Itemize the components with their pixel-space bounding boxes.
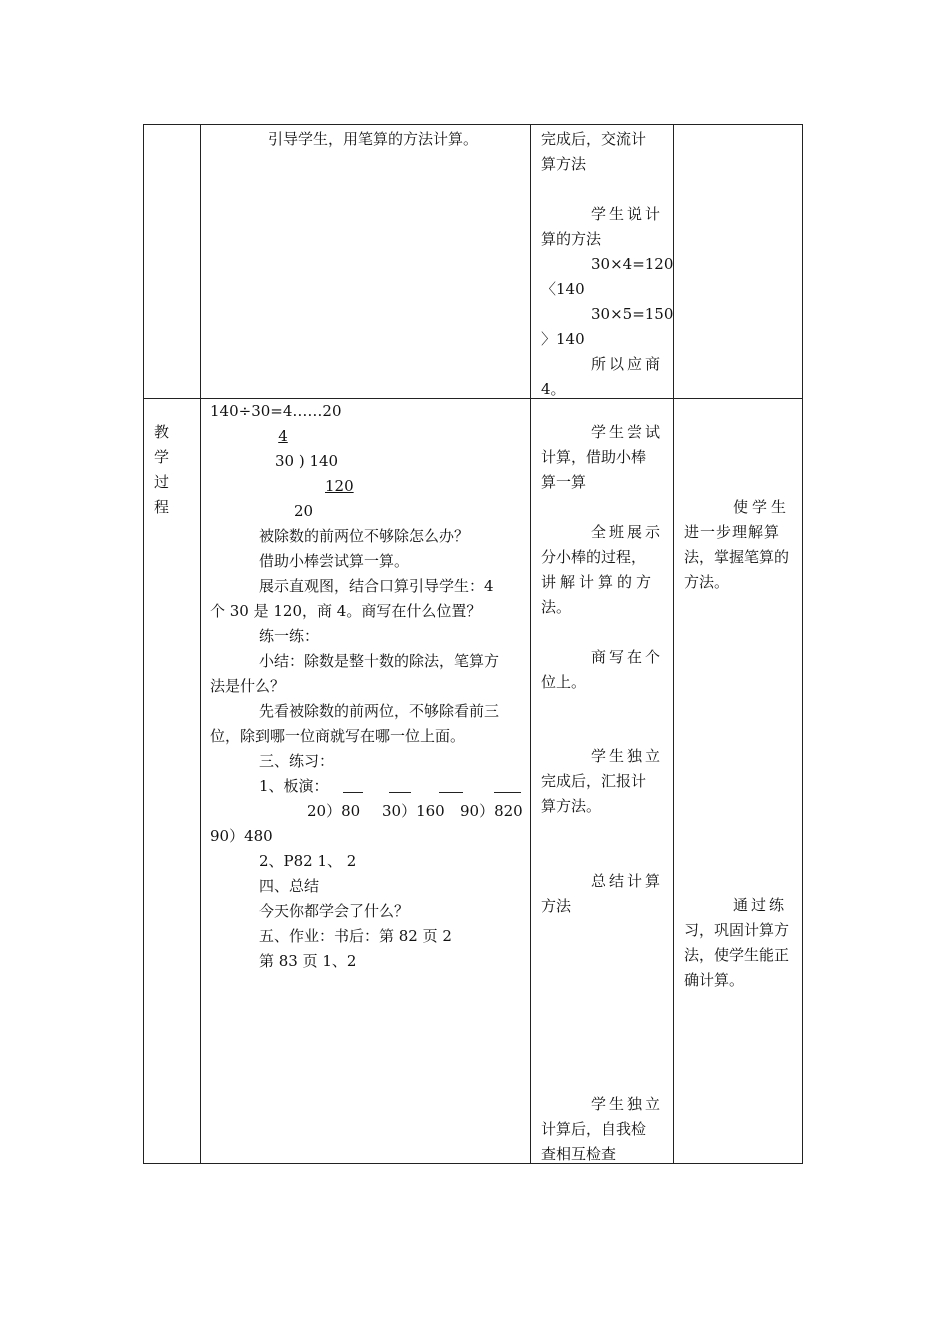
section-label-char: 过 xyxy=(154,473,170,491)
student-text: 算一算 xyxy=(541,473,587,491)
student-text: 方法 xyxy=(541,897,572,915)
purpose-text: 习，巩固计算方 xyxy=(684,921,790,939)
equation: 140÷30=4……20 xyxy=(210,402,342,420)
process-text: 今天你都学会了什么？ xyxy=(259,902,410,920)
student-text: 查相互检查 xyxy=(541,1145,617,1163)
teaching-process-cell xyxy=(201,125,531,399)
student-activity-cell xyxy=(531,125,674,399)
student-text: 位上。 xyxy=(541,673,587,691)
process-text: 先看被除数的前两位，不够除看前三 xyxy=(259,702,500,720)
process-text: 被除数的前两位不够除怎么办？ xyxy=(259,527,470,545)
division-bar xyxy=(343,778,363,793)
purpose-text: 使学生 xyxy=(733,498,791,516)
process-text: 2、P82 1、 2 xyxy=(259,852,357,870)
purpose-text: 确计算。 xyxy=(684,971,745,989)
purpose-cell xyxy=(674,125,803,399)
section-label-cell xyxy=(144,399,201,1164)
student-text: 算方法 xyxy=(541,155,587,173)
student-text: 分小棒的过程， xyxy=(541,548,647,566)
division-bar xyxy=(389,778,411,793)
student-text: 学生说计 xyxy=(591,205,664,223)
teaching-process-cell xyxy=(201,399,531,1164)
purpose-text: 进一步理解算 xyxy=(684,523,781,541)
student-text: 计算后，自我检 xyxy=(541,1120,647,1138)
practice-problem: 90）480 xyxy=(210,827,273,845)
practice-problem: 30）160 xyxy=(382,802,445,820)
section-label-char: 程 xyxy=(154,498,170,516)
student-text: 完成后，汇报计 xyxy=(541,772,647,790)
student-text: 法。 xyxy=(541,598,572,616)
purpose-text: 通过练 xyxy=(733,896,788,914)
student-text: 30×5=150 xyxy=(591,305,674,323)
student-text: 完成后，交流计 xyxy=(541,130,647,148)
student-text: 〉140 xyxy=(541,330,585,348)
student-text: 30×4=120 xyxy=(591,255,674,273)
process-text: 第 83 页 1、2 xyxy=(259,952,357,970)
process-text: 五、作业：书后：第 82 页 2 xyxy=(259,927,452,945)
table-row xyxy=(144,399,803,1164)
student-text: 商写在个 xyxy=(591,648,664,666)
process-text: 法是什么？ xyxy=(210,677,286,695)
section-label-char: 学 xyxy=(154,448,170,466)
section-label-cell xyxy=(144,125,201,399)
process-text: 三、练习： xyxy=(259,752,335,770)
student-text: 所以应商 xyxy=(591,355,664,373)
practice-problem: 20）80 xyxy=(307,802,361,820)
student-text: 算方法。 xyxy=(541,797,602,815)
student-text: 计算，借助小棒 xyxy=(541,448,647,466)
purpose-text: 方法。 xyxy=(684,573,730,591)
process-text: 引导学生，用笔算的方法计算。 xyxy=(268,130,479,148)
process-text: 展示直观图，结合口算引导学生：4 xyxy=(259,577,494,595)
long-division-remainder: 20 xyxy=(294,502,314,520)
division-bar xyxy=(494,778,521,793)
process-text: 借助小棒尝试算一算。 xyxy=(259,552,410,570)
process-text: 位，除到哪一位商就写在哪一位上面。 xyxy=(210,727,466,745)
table-row xyxy=(144,125,803,399)
student-text: 算的方法 xyxy=(541,230,602,248)
practice-problem: 90）820 xyxy=(460,802,523,820)
student-text: 〈140 xyxy=(541,280,585,298)
process-text: 四、总结 xyxy=(259,877,320,895)
process-text: 1、板演： xyxy=(259,777,329,795)
student-text: 总结计算 xyxy=(591,872,664,890)
student-text: 讲解计算的方 xyxy=(541,573,656,591)
student-text: 学生独立 xyxy=(591,1095,664,1113)
lesson-plan-table xyxy=(143,124,803,1164)
division-bar xyxy=(439,778,463,793)
student-text: 4。 xyxy=(541,380,566,398)
student-text: 学生独立 xyxy=(591,747,664,765)
student-text: 全班展示 xyxy=(591,523,664,541)
purpose-text: 法，使学生能正 xyxy=(684,946,790,964)
purpose-cell xyxy=(674,399,803,1164)
student-text: 学生尝试 xyxy=(591,423,664,441)
long-division-product: 120 xyxy=(325,477,354,495)
long-division-divisor: 30 ) 140 xyxy=(275,452,339,470)
student-activity-cell xyxy=(531,399,674,1164)
process-text: 个 30 是 120，商 4。商写在什么位置？ xyxy=(210,602,482,620)
long-division-quotient: 4 xyxy=(278,427,288,445)
section-label-char: 教 xyxy=(154,423,170,441)
process-text: 小结：除数是整十数的除法，笔算方 xyxy=(259,652,500,670)
process-text: 练一练： xyxy=(259,627,320,645)
purpose-text: 法，掌握笔算的 xyxy=(684,548,790,566)
